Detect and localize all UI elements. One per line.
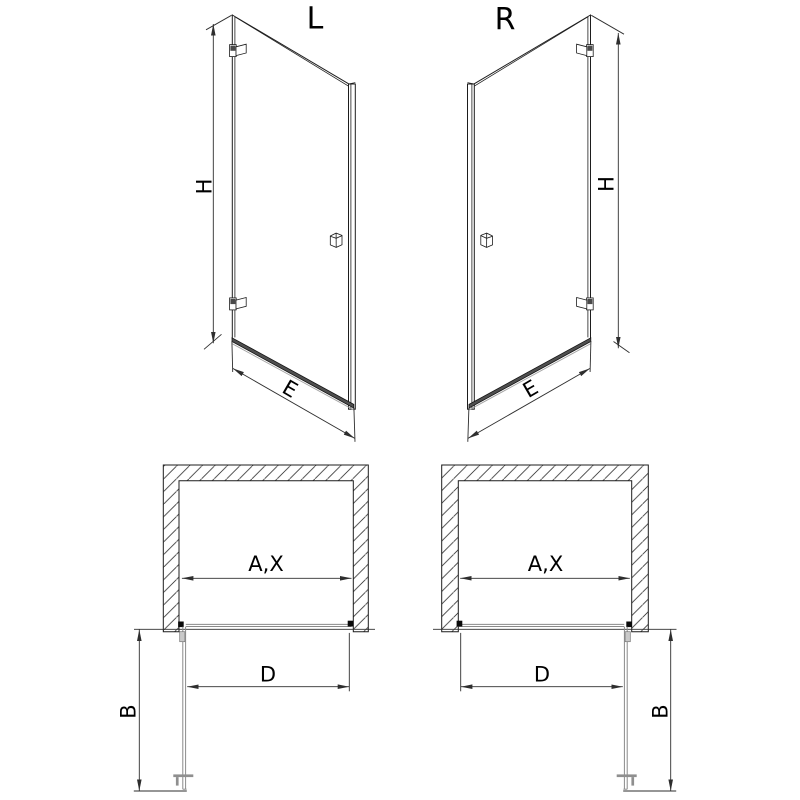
niche-width-label-left: A,X — [248, 552, 284, 576]
height-label-right: H — [594, 176, 619, 192]
strike-block — [348, 621, 354, 627]
wall-profile — [349, 83, 356, 410]
door-closed-position — [459, 624, 625, 626]
hinge-top-right — [577, 44, 594, 56]
projection-label-left: B — [116, 704, 141, 719]
hinge-profile — [625, 632, 630, 642]
niche-width-label-right: A,X — [527, 552, 564, 576]
niche-walls — [442, 465, 649, 632]
door-closed-position — [186, 624, 352, 626]
dimension-niche-width-right — [460, 552, 630, 578]
hinge-bottom-left — [230, 298, 247, 310]
projection-label-right: B — [648, 704, 673, 719]
door-open-leaf — [623, 627, 630, 789]
walk-in-label-left: D — [259, 662, 277, 687]
variant-label-left: L — [306, 1, 324, 37]
hinge-top-left — [230, 44, 247, 56]
walk-in-label-right: D — [533, 662, 551, 687]
perspective-door-left — [193, 2, 356, 442]
threshold-sill — [232, 338, 354, 410]
door-open-leaf — [180, 627, 187, 789]
variant-label-right: R — [494, 2, 516, 38]
dimension-walk-in-left — [187, 633, 349, 691]
hinge-profile — [180, 632, 185, 642]
niche-walls — [163, 465, 368, 632]
plan-view-left — [117, 465, 376, 791]
width-label-right: E — [518, 375, 543, 403]
dimension-projection-right — [623, 630, 676, 792]
sill-bar — [232, 338, 354, 408]
dimension-width-right — [468, 341, 591, 442]
wall-profile — [468, 83, 475, 410]
knob-left — [330, 233, 342, 247]
dimension-projection-left — [117, 630, 187, 792]
plan-view-right — [433, 465, 677, 791]
dimension-width-left — [232, 341, 355, 442]
dimension-niche-width-left — [182, 552, 352, 578]
glass-panel — [474, 15, 590, 338]
width-label-left: E — [278, 375, 302, 403]
dimension-height-right — [591, 15, 629, 353]
pivot-block — [178, 622, 184, 628]
dimension-walk-in-right — [461, 633, 623, 691]
hinge-bottom-right — [577, 298, 594, 310]
glass-panel — [232, 15, 348, 338]
height-label-left: H — [192, 178, 217, 195]
knob-right — [481, 233, 493, 247]
perspective-door-right — [468, 3, 630, 442]
dimension-height-left — [193, 15, 232, 349]
pivot-block — [626, 622, 632, 628]
strike-block — [457, 621, 463, 627]
